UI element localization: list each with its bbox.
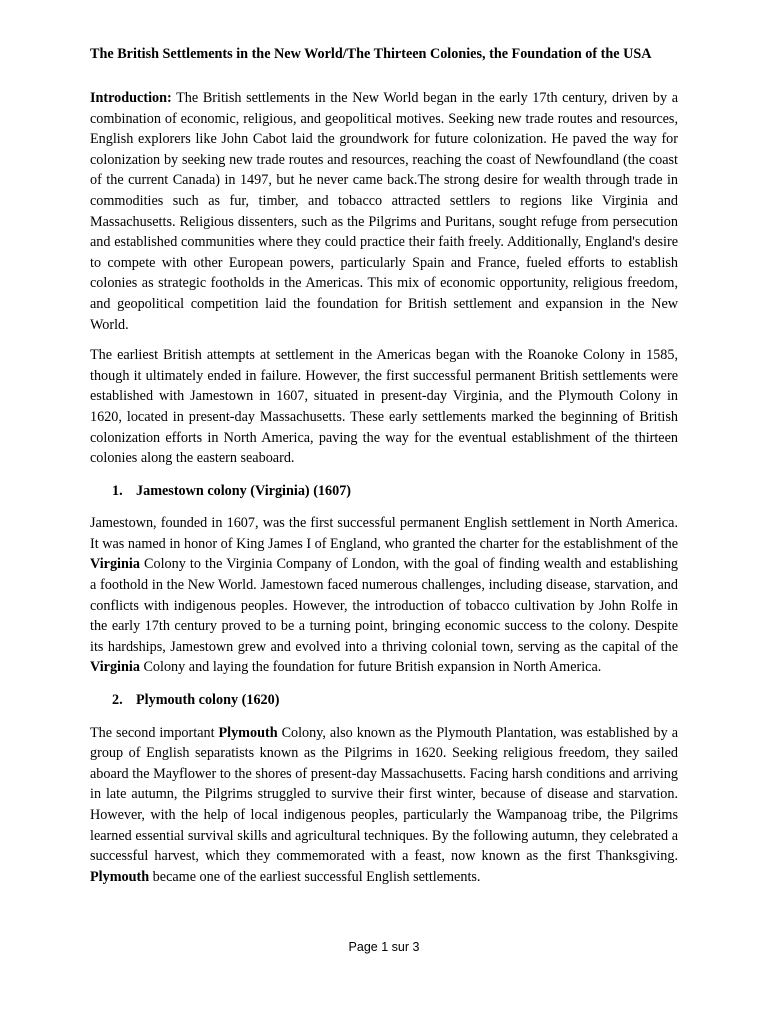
bold-term: Virginia <box>90 659 140 676</box>
bold-term: Plymouth <box>90 868 150 885</box>
document-page <box>90 44 678 897</box>
settlement-paragraph: The earliest British attempts at settlement in the Americas began with the Roanoke Colony in 1585, though it ultimately ended in failure. However, the first successful permanent British settlements were established with Jamestown in 1607, situated in present-day Virginia, and the Plymouth Colony in 1620, located in present-day Massachusetts. These early settlements marked the beginning of British colonization efforts in North America, paving the way for the eventual establishment of the thirteen colonies along the eastern seaboard. <box>90 347 678 467</box>
section-number: 1. <box>112 482 123 499</box>
section-heading-plymouth <box>90 690 678 711</box>
text-run: Colony to the Virginia Company of London, with the goal of finding wealth and establishing a foothold in the New World. Jamestown faced numerous challenges, including disease, starvation, and conflicts with indigenous peoples. However, the introduction of tobacco cultivation by John Rolfe in the early 17th century proved to be a turning point, bringing economic success to the colony. Despite its hardships, Jamestown grew and evolved into a thriving colonial town, serving as the capital of the <box>90 556 678 655</box>
page-footer: Page 1 sur 3 <box>348 940 420 954</box>
text-run: Jamestown, founded in 1607, was the first successful permanent English settlement in North America. It was named in honor of King James I of England, who granted the charter for the establishment of the <box>90 515 678 552</box>
intro-label: Introduction: <box>90 90 172 106</box>
jamestown-paragraph <box>90 513 678 678</box>
section-number: 2. <box>112 692 123 709</box>
bold-term: Plymouth <box>218 724 278 741</box>
section-heading-jamestown <box>90 481 678 502</box>
section-title: Plymouth colony (1620) <box>136 692 280 709</box>
document-title: The British Settlements in the New World/The Thirteen Colonies, the Foundation of the USA <box>90 46 652 62</box>
intro-paragraph <box>90 88 678 335</box>
intro-text: The British settlements in the New World began in the early 17th century, driven by a combination of economic, religious, and geopolitical motives. Seeking new trade routes and resources, English explorers like John Cabot laid the groundwork for future colonization. He paved the way for colonization by seeking new trade routes and resources, reaching the coast of Newfoundland (the coast of the current Canada) in 1497, but he never came back.The strong desire for wealth through trade in commodities such as fur, timber, and tobacco attracted settlers to regions like Virginia and Massachusetts. Religious dissenters, such as the Pilgrims and Puritans, sought refuge from persecution and established communities where they could practice their faith freely. Additionally, England's desire to compete with other European powers, particularly Spain and France, fueled efforts to establish colonies as strategic footholds in the Americas. This mix of economic opportunity, religious freedom, and geopolitical competition laid the foundation for British settlement and expansion in the New World. <box>90 90 678 333</box>
text-run: became one of the earliest successful English settlements. <box>149 868 481 885</box>
section-title: Jamestown colony (Virginia) (1607) <box>136 482 352 499</box>
text-run: Colony and laying the foundation for future British expansion in North America. <box>139 659 602 676</box>
text-run: The second important <box>90 724 219 741</box>
text-run: Colony, also known as the Plymouth Plantation, was established by a group of English separatists known as the Pilgrims in 1620. Seeking religious freedom, they sailed aboard the Mayflower to the shores of present-day Massachusetts. Facing harsh conditions and arriving in late autumn, the Pilgrims struggled to survive their first winter, because of disease and starvation. However, with the help of local indigenous peoples, particularly the Wampanoag tribe, the Pilgrims learned essential survival skills and agricultural techniques. By the following autumn, they celebrated a successful harvest, which they commemorated with a feast, now known as the first Thanksgiving. <box>90 724 678 865</box>
bold-term: Virginia <box>90 556 140 573</box>
plymouth-paragraph <box>90 723 678 888</box>
